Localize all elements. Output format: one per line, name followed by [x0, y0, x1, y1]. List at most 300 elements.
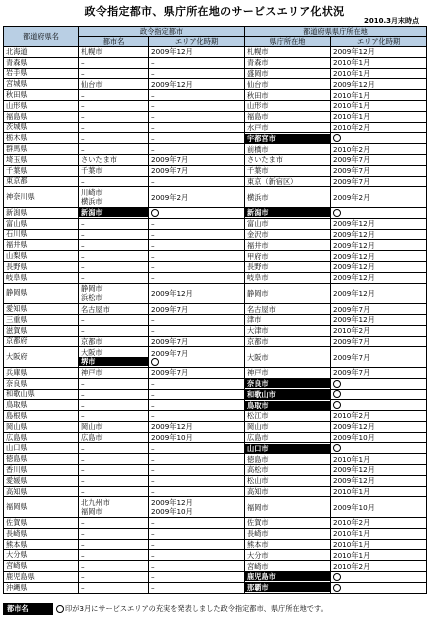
- period-text: 2009年12月: [333, 229, 375, 239]
- header-city: 都市名: [79, 37, 149, 47]
- table-row: [4, 176, 427, 187]
- designated-period-cell: [149, 528, 245, 539]
- capital-city-cell: [245, 111, 331, 122]
- designated-city-cell: [79, 251, 149, 262]
- prefecture-cell: 兵庫県: [4, 367, 79, 378]
- designated-city-cell: [79, 272, 149, 283]
- table-row: [4, 79, 427, 90]
- designated-city-name: 新潟市: [79, 208, 148, 217]
- period-text: –: [151, 550, 155, 560]
- table-row: [4, 528, 427, 539]
- capital-city-name: 千葉市: [247, 166, 269, 176]
- period-text: –: [151, 465, 155, 475]
- table-row: [4, 240, 427, 251]
- legend: [3, 603, 328, 614]
- circle-mark-icon: [333, 444, 341, 452]
- table-row: [4, 57, 427, 68]
- designated-city-name: –: [81, 262, 85, 272]
- designated-city-cell: [79, 347, 149, 368]
- period-text: –: [151, 101, 155, 111]
- table-row: [4, 133, 427, 144]
- designated-city-name: –: [81, 518, 85, 528]
- capital-city-cell: [245, 187, 331, 208]
- period-text: –: [151, 240, 155, 250]
- designated-city-cell: [79, 389, 149, 400]
- capital-city-name: 大津市: [247, 326, 269, 336]
- capital-city-name: 津市: [247, 315, 262, 325]
- period-text: 2010年1月: [333, 101, 371, 111]
- capital-city-name: 大分市: [247, 550, 269, 560]
- capital-city-name: 岐阜市: [247, 273, 269, 283]
- table-row: [4, 122, 427, 133]
- capital-city-name: 水戸市: [247, 122, 269, 132]
- designated-period-cell: [149, 229, 245, 240]
- designated-period-cell: [149, 454, 245, 465]
- period-text: –: [151, 487, 155, 497]
- period-text: –: [151, 476, 155, 486]
- period-text: –: [151, 572, 155, 582]
- period-text: –: [151, 389, 155, 399]
- capital-period-cell: [331, 336, 427, 347]
- prefecture-cell: 静岡県: [4, 283, 79, 304]
- prefecture-cell: 茨城県: [4, 122, 79, 133]
- capital-period-cell: [331, 272, 427, 283]
- designated-city-cell: [79, 465, 149, 476]
- header-capital-group: 都道府県県庁所在地: [245, 27, 427, 37]
- capital-city-name: 金沢市: [247, 229, 269, 239]
- capital-city-cell: [245, 154, 331, 165]
- designated-city-name: –: [81, 229, 85, 239]
- period-text: 2009年7月: [333, 176, 371, 186]
- designated-city-name: 千葉市: [81, 166, 103, 176]
- capital-period-cell: [331, 111, 427, 122]
- capital-city-cell: [245, 561, 331, 572]
- period-text: –: [151, 273, 155, 283]
- prefecture-cell: 神奈川県: [4, 187, 79, 208]
- table-row: [4, 336, 427, 347]
- capital-period-cell: [331, 176, 427, 187]
- table-row: [4, 314, 427, 325]
- period-text: –: [151, 262, 155, 272]
- capital-city-name: 静岡市: [247, 288, 269, 298]
- designated-city-name: –: [81, 487, 85, 497]
- period-text: 2009年12月: [333, 422, 375, 432]
- designated-period-cell: [149, 122, 245, 133]
- capital-period-cell: [331, 314, 427, 325]
- capital-period-cell: [331, 283, 427, 304]
- designated-period-cell: [149, 347, 245, 368]
- capital-period-cell: [331, 572, 427, 583]
- capital-period-cell: [331, 528, 427, 539]
- prefecture-cell: 広島県: [4, 432, 79, 443]
- capital-city-cell: [245, 229, 331, 240]
- table-row: [4, 550, 427, 561]
- capital-city-cell: [245, 218, 331, 229]
- capital-city-name: 福島市: [247, 112, 269, 122]
- capital-city-cell: [245, 100, 331, 111]
- capital-city-cell: [245, 465, 331, 476]
- period-text: –: [151, 112, 155, 122]
- capital-city-cell: [245, 518, 331, 529]
- designated-period-cell: [149, 582, 245, 593]
- table-row: [4, 389, 427, 400]
- designated-city-cell: [79, 68, 149, 79]
- table-row: [4, 111, 427, 122]
- header-period: エリア化時期: [149, 37, 245, 47]
- capital-city-name: 秋田市: [247, 90, 269, 100]
- designated-period-cell: [149, 283, 245, 304]
- capital-city-name: 奈良市: [245, 379, 330, 388]
- table-row: [4, 400, 427, 411]
- period-text: 2009年7月: [333, 368, 371, 378]
- designated-city-cell: [79, 90, 149, 101]
- capital-city-cell: [245, 336, 331, 347]
- period-text: 2009年7月: [333, 155, 371, 165]
- circle-mark-icon: [333, 380, 341, 388]
- designated-city-name: 川崎市: [81, 188, 103, 198]
- designated-period-cell: [149, 421, 245, 432]
- capital-period-cell: [331, 304, 427, 315]
- designated-city-name: –: [81, 58, 85, 68]
- table-row: [4, 251, 427, 262]
- capital-city-cell: [245, 261, 331, 272]
- designated-city-cell: [79, 367, 149, 378]
- header-capital-city: 県庁所在地: [245, 37, 331, 47]
- designated-city-name: –: [81, 379, 85, 389]
- designated-period-cell: [149, 572, 245, 583]
- designated-period-cell: [149, 165, 245, 176]
- designated-city-cell: [79, 47, 149, 58]
- prefecture-cell: 千葉県: [4, 165, 79, 176]
- capital-period-cell: [331, 400, 427, 411]
- capital-city-cell: [245, 144, 331, 155]
- period-text: –: [151, 561, 155, 571]
- circle-mark-icon: [333, 209, 341, 217]
- legend-sample: 都市名: [3, 603, 53, 615]
- designated-city-cell: [79, 144, 149, 155]
- period-text: 2009年12月: [333, 79, 375, 89]
- designated-city-name: 堺市: [79, 357, 148, 366]
- designated-city-name: –: [81, 465, 85, 475]
- designated-period-cell: [149, 144, 245, 155]
- capital-period-cell: [331, 347, 427, 368]
- capital-city-cell: [245, 57, 331, 68]
- prefecture-cell: 新潟県: [4, 207, 79, 218]
- designated-city-cell: [79, 411, 149, 422]
- designated-city-name: –: [81, 122, 85, 132]
- period-text: –: [151, 176, 155, 186]
- period-text: –: [151, 400, 155, 410]
- designated-city-name: –: [81, 583, 85, 593]
- table-row: [4, 561, 427, 572]
- designated-period-cell: [149, 325, 245, 336]
- table-row: [4, 229, 427, 240]
- designated-city-name: 静岡市: [81, 284, 103, 294]
- designated-city-name: –: [81, 476, 85, 486]
- period-text: –: [151, 315, 155, 325]
- period-text: 2009年12月: [151, 422, 193, 432]
- designated-city-name: –: [81, 550, 85, 560]
- designated-city-name: –: [81, 133, 85, 143]
- period-text: 2009年7月: [151, 348, 189, 358]
- capital-city-name: 横浜市: [247, 192, 269, 202]
- table-row: [4, 539, 427, 550]
- capital-period-cell: [331, 154, 427, 165]
- prefecture-cell: 群馬県: [4, 144, 79, 155]
- period-text: 2010年1月: [333, 487, 371, 497]
- capital-period-cell: [331, 47, 427, 58]
- capital-period-cell: [331, 261, 427, 272]
- capital-city-name: 福岡市: [247, 502, 269, 512]
- period-text: 2010年2月: [333, 518, 371, 528]
- table-row: [4, 90, 427, 101]
- capital-period-cell: [331, 187, 427, 208]
- capital-city-cell: [245, 79, 331, 90]
- circle-mark-icon: [333, 390, 341, 398]
- capital-city-name: 福井市: [247, 240, 269, 250]
- period-text: –: [151, 68, 155, 78]
- period-text: –: [151, 58, 155, 68]
- capital-city-name: 山口市: [245, 444, 330, 453]
- designated-city-cell: [79, 528, 149, 539]
- prefecture-cell: 宮崎県: [4, 561, 79, 572]
- prefecture-cell: 愛媛県: [4, 475, 79, 486]
- capital-city-name: 東京（新宿区）: [247, 176, 298, 186]
- designated-city-name: –: [81, 112, 85, 122]
- designated-city-name: 北九州市: [81, 498, 110, 508]
- designated-city-cell: [79, 218, 149, 229]
- capital-period-cell: [331, 133, 427, 144]
- table-row: [4, 165, 427, 176]
- period-text: 2010年2月: [333, 411, 371, 421]
- capital-city-cell: [245, 411, 331, 422]
- table-row: [4, 432, 427, 443]
- capital-period-cell: [331, 465, 427, 476]
- capital-period-cell: [331, 443, 427, 454]
- capital-period-cell: [331, 207, 427, 218]
- designated-city-cell: [79, 582, 149, 593]
- designated-period-cell: [149, 90, 245, 101]
- designated-city-cell: [79, 454, 149, 465]
- capital-city-cell: [245, 251, 331, 262]
- designated-city-name: 浜松市: [81, 293, 103, 303]
- designated-city-cell: [79, 240, 149, 251]
- prefecture-cell: 福島県: [4, 111, 79, 122]
- capital-city-cell: [245, 486, 331, 497]
- period-text: –: [151, 518, 155, 528]
- designated-city-cell: [79, 550, 149, 561]
- designated-period-cell: [149, 518, 245, 529]
- capital-city-cell: [245, 432, 331, 443]
- capital-period-cell: [331, 240, 427, 251]
- capital-period-cell: [331, 497, 427, 518]
- prefecture-cell: 大阪府: [4, 347, 79, 368]
- capital-period-cell: [331, 432, 427, 443]
- table-row: [4, 272, 427, 283]
- period-text: 2010年1月: [333, 58, 371, 68]
- capital-city-name: 和歌山市: [245, 390, 330, 399]
- circle-mark-icon: [151, 358, 159, 366]
- designated-city-cell: [79, 561, 149, 572]
- table-row: [4, 582, 427, 593]
- prefecture-cell: 佐賀県: [4, 518, 79, 529]
- designated-period-cell: [149, 218, 245, 229]
- capital-period-cell: [331, 144, 427, 155]
- prefecture-cell: 岩手県: [4, 68, 79, 79]
- designated-city-name: 神戸市: [81, 368, 103, 378]
- period-text: 2009年12月: [333, 262, 375, 272]
- designated-city-name: –: [81, 561, 85, 571]
- capital-city-cell: [245, 325, 331, 336]
- capital-period-cell: [331, 367, 427, 378]
- prefecture-cell: 福岡県: [4, 497, 79, 518]
- designated-period-cell: [149, 154, 245, 165]
- period-text: 2009年7月: [333, 304, 371, 314]
- capital-period-cell: [331, 582, 427, 593]
- designated-city-cell: [79, 100, 149, 111]
- prefecture-cell: 京都府: [4, 336, 79, 347]
- table-row: [4, 572, 427, 583]
- period-text: 2010年1月: [333, 529, 371, 539]
- prefecture-cell: 岐阜県: [4, 272, 79, 283]
- designated-period-cell: [149, 497, 245, 518]
- designated-period-cell: [149, 68, 245, 79]
- table-row: [4, 378, 427, 389]
- capital-city-cell: [245, 207, 331, 218]
- designated-city-cell: [79, 378, 149, 389]
- designated-city-name: –: [81, 400, 85, 410]
- prefecture-cell: 長野県: [4, 261, 79, 272]
- designated-period-cell: [149, 411, 245, 422]
- designated-city-name: 広島市: [81, 433, 103, 443]
- designated-city-cell: [79, 261, 149, 272]
- capital-period-cell: [331, 325, 427, 336]
- prefecture-cell: 鳥取県: [4, 400, 79, 411]
- prefecture-cell: 山形県: [4, 100, 79, 111]
- designated-city-cell: [79, 400, 149, 411]
- designated-city-cell: [79, 57, 149, 68]
- designated-period-cell: [149, 443, 245, 454]
- designated-city-name: –: [81, 101, 85, 111]
- designated-city-name: –: [81, 529, 85, 539]
- capital-city-cell: [245, 47, 331, 58]
- capital-city-cell: [245, 165, 331, 176]
- capital-city-name: 徳島市: [247, 454, 269, 464]
- prefecture-cell: 徳島県: [4, 454, 79, 465]
- period-text: 2009年7月: [333, 336, 371, 346]
- header-designated-group: 政令指定都市: [79, 27, 245, 37]
- table-row: [4, 154, 427, 165]
- capital-period-cell: [331, 486, 427, 497]
- designated-city-cell: [79, 432, 149, 443]
- period-text: 2009年10月: [333, 502, 375, 512]
- capital-period-cell: [331, 218, 427, 229]
- capital-city-name: 盛岡市: [247, 68, 269, 78]
- capital-period-cell: [331, 411, 427, 422]
- designated-city-name: –: [81, 326, 85, 336]
- table-row: [4, 283, 427, 304]
- period-text: 2010年2月: [333, 326, 371, 336]
- period-text: 2009年12月: [333, 219, 375, 229]
- designated-city-cell: [79, 165, 149, 176]
- as-of-date: 2010.3月末時点: [363, 17, 419, 25]
- period-text: –: [151, 540, 155, 550]
- capital-city-cell: [245, 421, 331, 432]
- capital-city-name: 新潟市: [245, 208, 330, 217]
- capital-city-cell: [245, 240, 331, 251]
- capital-city-cell: [245, 550, 331, 561]
- prefecture-cell: 愛知県: [4, 304, 79, 315]
- designated-city-cell: [79, 283, 149, 304]
- designated-period-cell: [149, 207, 245, 218]
- prefecture-cell: 長崎県: [4, 528, 79, 539]
- designated-city-name: –: [81, 315, 85, 325]
- designated-city-name: –: [81, 90, 85, 100]
- capital-city-name: 札幌市: [247, 47, 269, 57]
- prefecture-cell: 和歌山県: [4, 389, 79, 400]
- capital-city-name: 那覇市: [245, 583, 330, 592]
- period-text: 2010年1月: [333, 112, 371, 122]
- prefecture-cell: 沖縄県: [4, 582, 79, 593]
- period-text: 2010年1月: [333, 90, 371, 100]
- capital-city-name: 佐賀市: [247, 518, 269, 528]
- period-text: 2010年2月: [333, 561, 371, 571]
- capital-city-cell: [245, 314, 331, 325]
- capital-period-cell: [331, 518, 427, 529]
- designated-city-cell: [79, 497, 149, 518]
- designated-period-cell: [149, 187, 245, 208]
- period-text: 2009年12月: [333, 465, 375, 475]
- capital-city-cell: [245, 283, 331, 304]
- designated-city-name: –: [81, 240, 85, 250]
- designated-period-cell: [149, 475, 245, 486]
- capital-city-name: 長崎市: [247, 529, 269, 539]
- period-text: –: [151, 122, 155, 132]
- table-row: [4, 411, 427, 422]
- period-text: 2009年7月: [333, 166, 371, 176]
- designated-city-name: –: [81, 454, 85, 464]
- designated-city-name: 横浜市: [81, 197, 103, 207]
- capital-city-name: 広島市: [247, 433, 269, 443]
- period-text: 2010年1月: [333, 454, 371, 464]
- table-row: [4, 486, 427, 497]
- capital-city-cell: [245, 582, 331, 593]
- designated-city-name: 大阪市: [81, 348, 103, 358]
- legend-text: 印が3月にサービスエリアの充実を発表しました政令指定都市、県庁所在地です。: [65, 603, 328, 613]
- designated-city-cell: [79, 572, 149, 583]
- page-title: 政令指定都市、県庁所在地のサービスエリア化状況: [84, 5, 345, 18]
- table-row: [4, 100, 427, 111]
- table-row: [4, 443, 427, 454]
- period-text: 2009年10月: [151, 507, 193, 517]
- capital-city-name: 鳥取市: [245, 401, 330, 410]
- capital-period-cell: [331, 561, 427, 572]
- period-text: 2009年7月: [151, 368, 189, 378]
- capital-city-name: 山形市: [247, 101, 269, 111]
- period-text: 2010年1月: [333, 540, 371, 550]
- designated-city-name: –: [81, 68, 85, 78]
- designated-city-name: –: [81, 540, 85, 550]
- table-row: [4, 187, 427, 208]
- prefecture-cell: 宮城県: [4, 79, 79, 90]
- capital-city-name: 宮崎市: [247, 561, 269, 571]
- capital-city-cell: [245, 367, 331, 378]
- designated-period-cell: [149, 400, 245, 411]
- prefecture-cell: 栃木県: [4, 133, 79, 144]
- designated-period-cell: [149, 336, 245, 347]
- designated-city-cell: [79, 229, 149, 240]
- period-text: 2010年1月: [333, 550, 371, 560]
